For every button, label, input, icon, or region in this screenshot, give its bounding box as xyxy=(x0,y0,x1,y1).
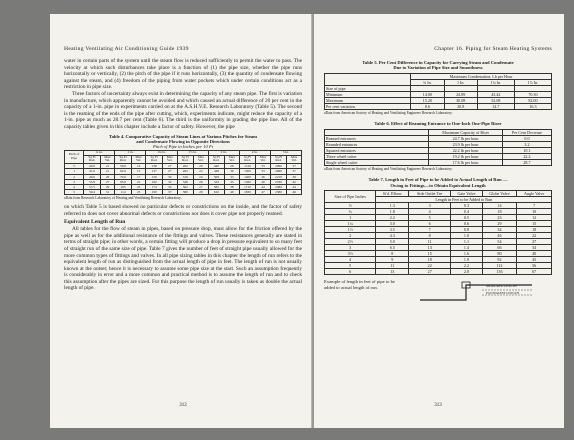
table-cell: 29 xyxy=(100,184,115,189)
row-label: Single wheel cutter xyxy=(325,159,429,165)
row-label: Size of pipe xyxy=(325,85,411,91)
table-cell: 0.8 xyxy=(451,227,482,233)
table-cell: 46 xyxy=(287,190,302,195)
table-cell: 28.7 xyxy=(502,159,551,165)
body-paragraph: on which Table 5 is based showed no particular defects or constrictions on the inside, and the factor of safety referred to does not cover abnormal defects or constrictions nor does it cover pipe not properly reamed. xyxy=(64,203,302,217)
table4-caption: and Condensate Flowing in Opposite Directions xyxy=(136,138,230,144)
table-header: 1 In. xyxy=(444,79,477,85)
table-cell: 1.3 xyxy=(376,203,409,209)
table-cell: 1.4 xyxy=(451,245,482,251)
table-cell: 33 xyxy=(225,174,240,179)
table-cell: 18 xyxy=(482,209,517,215)
table-cell: 137 xyxy=(146,169,162,174)
table-cell: 34 xyxy=(162,184,177,189)
table-cell: 22 xyxy=(517,233,552,239)
table-cell: 0.3 xyxy=(451,203,482,209)
row-label: Rounded entrances xyxy=(325,141,429,147)
table-cell: 1¼ xyxy=(325,221,376,227)
table-cell: 41.0 xyxy=(84,169,100,174)
table-cell: 37 xyxy=(287,164,302,169)
row-label: Minimum xyxy=(325,91,411,97)
table-cell: 2 xyxy=(65,174,84,179)
table-cell: 24 xyxy=(194,174,209,179)
table-cell: 79.0 xyxy=(115,174,131,179)
table-cell: 1½ xyxy=(325,227,376,233)
table-header: Maximum Condensation, Lb per Hour xyxy=(411,73,552,79)
table-cell: 582 xyxy=(208,184,224,189)
table-cell: 7 xyxy=(517,203,552,209)
table-cell: 21 xyxy=(131,179,146,184)
fitting-diagram xyxy=(324,279,552,305)
table-cell: 112 xyxy=(482,263,517,269)
table-cell: 27 xyxy=(409,269,451,275)
table-subheader: Max Vel. xyxy=(131,155,146,164)
table-cell: 262 xyxy=(177,164,193,169)
table-cell: 47 xyxy=(256,190,271,195)
table-cell: 43.42 xyxy=(477,91,514,97)
table-cell: 5 xyxy=(325,263,376,269)
table-cell: 8.6 xyxy=(411,103,444,109)
running-head: Chapter 16. Piping for Steam Heating Systems xyxy=(434,46,552,52)
table-cell: 3 xyxy=(65,179,84,184)
table-cell: 24.7 lb per hour xyxy=(429,135,502,141)
table-cell: 7 xyxy=(409,227,451,233)
table-cell: 1710 xyxy=(239,184,255,189)
table-cell: 6 xyxy=(325,269,376,275)
page-number: 312 xyxy=(179,403,187,408)
diagram-label: MEASURED LENGTH xyxy=(486,284,517,289)
table-cell: 40.0 xyxy=(84,164,100,169)
table-cell: 25 xyxy=(131,190,146,195)
table7-caption: Table 7. Length in Feet of Pipe to be Added to Actual Length of Run — xyxy=(368,177,508,183)
table-cell: 13 xyxy=(376,269,409,275)
table-cell: 22.2 lb per hour xyxy=(429,147,502,153)
table-cell: 448 xyxy=(208,169,224,174)
diagram-figure xyxy=(402,279,552,305)
table-subheader: Max Vel. xyxy=(100,155,115,164)
table-cell: 82.00 xyxy=(514,97,551,103)
table-cell: 2060 xyxy=(270,164,286,169)
table7 xyxy=(324,190,552,275)
table-cell: 27 xyxy=(517,239,552,245)
table-row xyxy=(325,269,552,275)
table-cell: 13 xyxy=(409,245,451,251)
body-paragraph: Three factors of uncertainty always exist in determining the capacity of any steam pipe. The first is variation in manufacture, which apparently cannot be avoided and which caused an actual difference of 20 per cent in the capacity of a 1-in. pipe in experiments carried on at the A.S.H.V.E. Research Laboratory (Table 5). The second is the reaming of the ends of the pipe after cutting, which, experiments indicate, might reduce the capacity of a 1-in. pipe as much as 28.7 per cent (Table 6). The third is the uniformity in grading the pipe line. All of the capacity tables given in this chapter include a factor of safety. However, the pipe xyxy=(64,90,302,130)
table-cell: 292 xyxy=(177,169,193,174)
table-cell: 138 xyxy=(146,164,162,169)
table-header: 1¼ In. xyxy=(477,79,514,85)
table-subheader: Max Vel. xyxy=(287,155,302,164)
table-cell: 4.3 xyxy=(376,233,409,239)
table-cell: 3.0 xyxy=(376,221,409,227)
row-label: Reamed entrances xyxy=(325,135,429,141)
table-subheader: Sq Ft Rad. xyxy=(146,155,162,164)
table-cell: 5.0 xyxy=(376,239,409,245)
table-subheader: Length in Feet to be Added to Run xyxy=(376,197,552,203)
table-cell: 59.0 xyxy=(115,164,131,169)
table-header: Per Cent Decrease xyxy=(502,129,551,135)
table-cell: 2480 xyxy=(270,184,286,189)
table-cell: 3.2 xyxy=(502,141,551,147)
table-cell: 2330 xyxy=(270,179,286,184)
table-cell: 18 xyxy=(409,257,451,263)
table-cell: 23.9 lb per hour xyxy=(429,141,502,147)
table-cell: 0.0 xyxy=(502,135,551,141)
table-cell: 1.9 xyxy=(451,257,482,263)
section-heading: Equivalent Length of Run xyxy=(64,219,126,226)
table7-body xyxy=(325,203,552,275)
page-number: 313 xyxy=(434,403,442,408)
table-cell: 12 xyxy=(517,215,552,221)
table-cell: 11 xyxy=(376,263,409,269)
table-subheader: Sq Ft Rad. xyxy=(208,155,224,164)
table-cell: 26 xyxy=(100,174,115,179)
table4-subcaption: Pitch of Pipe in Inches per 10 Ft xyxy=(152,144,214,150)
pipe-elbow-icon xyxy=(402,279,552,305)
table-cell: 22 xyxy=(409,263,451,269)
right-page xyxy=(314,14,564,428)
table-cell: 1830 xyxy=(239,190,255,195)
table-cell: 70.30 xyxy=(514,91,551,97)
table-header: 1½ In. xyxy=(514,79,551,85)
table-cell: 35 xyxy=(225,179,240,184)
table-header: St'd. Elbow xyxy=(376,191,409,197)
table-subheader: Sq Ft Rad. xyxy=(84,155,100,164)
row-label: Per cent variation xyxy=(325,103,411,109)
table6 xyxy=(324,129,552,166)
table-cell: 2060 xyxy=(270,169,286,174)
table-cell: 6.5 xyxy=(376,245,409,251)
table-row xyxy=(325,159,552,165)
table-cell: 14.00 xyxy=(411,91,444,97)
table-cell: 2.2 xyxy=(376,215,409,221)
table-header: Globe Valve xyxy=(482,191,517,197)
table-cell: 67 xyxy=(517,269,552,275)
diagram-caption: Example of length in feet of pipe to be added to actual length of run. xyxy=(324,279,395,290)
table-cell: 1 xyxy=(65,169,84,174)
table-cell: 3.5 xyxy=(376,227,409,233)
table-cell: 34 xyxy=(482,227,517,233)
table-cell: 15.20 xyxy=(411,97,444,103)
table-subheader: Max Vel. xyxy=(194,155,209,164)
table-cell: 33 xyxy=(256,169,271,174)
table-cell: 29 xyxy=(225,164,240,169)
table-cell: 66 xyxy=(482,245,517,251)
table-cell: 440 xyxy=(208,164,224,169)
table-cell: 9 xyxy=(376,257,409,263)
running-head: Heating Ventilating Air Conditioning Guide 1939 xyxy=(64,46,189,52)
table-header: 1¼ in. xyxy=(146,150,177,155)
table-row xyxy=(65,190,302,195)
row-label: Three wheel cutter xyxy=(325,153,429,159)
table-cell: 3 xyxy=(409,203,451,209)
table-cell: 0.6 xyxy=(451,221,482,227)
table-header: ¾ in. xyxy=(84,150,115,155)
table-cell: ½ xyxy=(65,164,84,169)
table-cell: 4 xyxy=(65,184,84,189)
table-cell: 18 xyxy=(517,227,552,233)
table-cell: 15 xyxy=(131,169,146,174)
table-cell: 57.5 xyxy=(84,184,100,189)
table-cell: ¾ xyxy=(325,209,376,215)
table-cell: 22 xyxy=(194,169,209,174)
table-subheader: Max Vel. xyxy=(162,155,177,164)
table-header: 2 in. xyxy=(208,150,239,155)
table-cell: 32 xyxy=(162,179,177,184)
table-cell: 616 xyxy=(208,190,224,195)
table-cell: 23 xyxy=(482,215,517,221)
table-cell: 30 xyxy=(162,174,177,179)
table-subheader: Max Vel. xyxy=(256,155,271,164)
table-cell: 17.6 lb per hour xyxy=(429,159,502,165)
table-header: 1 in. xyxy=(115,150,146,155)
table-header: 1½ in. xyxy=(177,150,208,155)
table-cell: 40 xyxy=(256,179,271,184)
table-cell: 26 xyxy=(194,179,209,184)
table-cell: 14.7 xyxy=(477,103,514,109)
table-cell: 95.0 xyxy=(115,179,131,184)
table-subheader: Sq Ft Rad. xyxy=(115,155,131,164)
table-cell: 1310 xyxy=(239,164,255,169)
table-header: Pitch of Pipe xyxy=(65,150,84,163)
table-cell: 15 xyxy=(409,251,451,257)
table-cell: 46 xyxy=(482,233,517,239)
table-cell: 42 xyxy=(287,179,302,184)
table-header: Angle Valve xyxy=(517,191,552,197)
table-cell: 8 xyxy=(376,251,409,257)
table-cell: 508 xyxy=(208,174,224,179)
table-cell: 2 xyxy=(325,233,376,239)
body-paragraph: All tables for the flow of steam in pipes, based on pressure drop, must allow for the friction offered by the pipe as well as for the additional resistance of the fittings and valves. These resistances generally are stated in terms of straight pipe; in other words, a certain fitting will produce a drop in pressure equivalent to so many feet of straight run of the same size of pipe. Table 7 gives the number of feet of straight pipe usually allowed for the more common types of fittings and valves. In all pipe sizing tables in this chapter the length of run refers to the equivalent length of run as distinguished from the actual length of pipe in feet. The length of run is not usually known at the outset; hence it is necessary to assume some pipe size at the start. Such an assumption frequently is considerably in error and a more common and practical method is to assume the length of run and to check this assumption after the pipes are sized. For this purpose the length of run usually is taken as double the actual length of pipe. xyxy=(64,226,302,292)
table-cell: 362 xyxy=(177,184,193,189)
table-cell: 22.2 xyxy=(502,153,551,159)
table-cell: 59.4 xyxy=(84,190,100,195)
table-cell: 2.2 xyxy=(451,263,482,269)
table-cell: 31 xyxy=(100,190,115,195)
diagram-label: EQUIVALENT LENGTH xyxy=(486,291,519,296)
table-cell: 80 xyxy=(482,251,517,257)
table-cell: 30 xyxy=(225,169,240,174)
body-paragraph: water in certain parts of the system until the steam flow is reduced sufficiently to permit the water to pass. The velocity at which such disturbances take place is a function of (1) the pipe size, whether the pipe runs horizontally or vertically, (2) the pitch of the pipe if it runs horizontally, (3) the quantity of condensate flowing against the steam, and (4) freedom of the piping from water pockets which under certain conditions act as a restriction in pipe size. xyxy=(64,58,302,91)
table-cell: 14 xyxy=(131,164,146,169)
table-cell: 316 xyxy=(177,174,193,179)
table-cell: 105 xyxy=(115,184,131,189)
table5-footnote: aData from American Society of Heating and Ventilating Engineers Research Laboratory. xyxy=(324,110,453,115)
table-cell: 20.8 xyxy=(444,103,477,109)
table-subheader: Max Vel. xyxy=(225,155,240,164)
table6-body xyxy=(325,135,552,165)
table-cell: 23 xyxy=(131,184,146,189)
table-header: Maximum Capacity of Riser xyxy=(429,129,502,135)
table-cell: 1560 xyxy=(239,179,255,184)
table-subheader: Sq Ft Rad. xyxy=(270,155,286,164)
table6-caption: Table 6. Effect of Reaming Entrance to One-Inch One-Pipe Riser xyxy=(374,121,502,127)
table-cell: 27 xyxy=(100,179,115,184)
table-cell: 5 xyxy=(409,215,451,221)
table-cell: 380 xyxy=(177,190,193,195)
table-cell: 1400 xyxy=(239,174,255,179)
table-cell: 150 xyxy=(146,174,162,179)
table5-caption: Table 5. Per Cent Difference in Capacity for Carrying Steam and Condensate xyxy=(362,60,514,65)
table-cell: 34 xyxy=(517,245,552,251)
row-label: Maximum xyxy=(325,97,411,103)
left-page xyxy=(50,14,312,428)
table-row xyxy=(325,103,552,109)
table-cell: 38 xyxy=(225,184,240,189)
table-cell: 44 xyxy=(256,184,271,189)
table-header: Size of Pipe Inches xyxy=(325,191,376,203)
table4-footnote: aData from Research Laboratory of Heating and Ventilating Research Laboratory. xyxy=(64,196,182,201)
table-cell: 534 xyxy=(208,179,224,184)
table-cell: 56 xyxy=(517,263,552,269)
table-cell: 29 xyxy=(194,190,209,195)
table4 xyxy=(64,150,302,196)
table-cell: 0.5 xyxy=(451,215,482,221)
table5 xyxy=(324,73,552,110)
table-cell: 40 xyxy=(225,190,240,195)
table-cell: 40 xyxy=(517,251,552,257)
table-cell: 21 xyxy=(100,169,115,174)
table-cell: ½ xyxy=(325,203,376,209)
table-cell: 162 xyxy=(146,179,162,184)
table-cell: 1.8 xyxy=(376,209,409,215)
table-cell: 5 xyxy=(65,190,84,195)
table5-caption: Due to Variation of Pipe Size and Smoothness xyxy=(393,65,483,71)
table-cell: 27 xyxy=(162,169,177,174)
table-subheader: Sq Ft Rad. xyxy=(177,155,193,164)
table-cell: 0.4 xyxy=(451,209,482,215)
table-cell: 19.2 lb per hour xyxy=(429,153,502,159)
table6-footnote: aData from American Society of Heating and Ventilating Engineers Research Laboratory. xyxy=(324,166,453,171)
table-cell: 37 xyxy=(162,190,177,195)
table-cell: 14 xyxy=(482,203,517,209)
table-cell: 2580 xyxy=(270,190,286,195)
table-cell: 92 xyxy=(482,257,517,263)
table-cell: 20 xyxy=(194,164,209,169)
table-cell: 136 xyxy=(482,269,517,275)
table-cell: 10.1 xyxy=(502,147,551,153)
table-cell: 2½ xyxy=(325,239,376,245)
table-cell: 27 xyxy=(194,184,209,189)
table-cell: 10 xyxy=(517,209,552,215)
table-cell: 11 xyxy=(409,239,451,245)
table-subheader: Sq Ft Rad. xyxy=(239,155,255,164)
table-cell: 190 xyxy=(146,190,162,195)
table-cell: 16.3 xyxy=(514,103,551,109)
table-cell: 174 xyxy=(146,184,162,189)
table-cell: 29 xyxy=(482,221,517,227)
table-cell: 36 xyxy=(256,174,271,179)
table-cell: 3½ xyxy=(325,251,376,257)
table-cell: 1.6 xyxy=(451,251,482,257)
table-cell: 37 xyxy=(287,169,302,174)
table-cell: 6 xyxy=(409,221,451,227)
table-header: Gate Valve xyxy=(451,191,482,197)
table-cell: 15 xyxy=(517,221,552,227)
table-cell: 4 xyxy=(325,257,376,263)
table4-body xyxy=(65,164,302,195)
table-cell: 53.9 xyxy=(84,179,100,184)
table-header: ¾ In. xyxy=(411,79,444,85)
table-cell: 33 xyxy=(256,164,271,169)
table-cell: 21 xyxy=(100,164,115,169)
table7-caption: Owing to Fittings—to Obtain Equivalent Length xyxy=(390,182,486,188)
table-cell: 45 xyxy=(517,257,552,263)
table-cell: 62.0 xyxy=(115,169,131,174)
table-header: 4 in. xyxy=(239,150,270,155)
table-cell: 4 xyxy=(409,209,451,215)
table-cell: 1 xyxy=(325,215,376,221)
table4-caption: Table 4. Comparative Capacity of Steam Lines at Various Pitches for Steam xyxy=(108,133,257,139)
table-cell: 52.08 xyxy=(477,97,514,103)
table-cell: 114 xyxy=(115,190,131,195)
table-cell: 49.6 xyxy=(84,174,100,179)
table-cell: 24.89 xyxy=(444,91,477,97)
table-cell: 346 xyxy=(177,179,193,184)
table-header: Side Outlet Tee xyxy=(409,191,451,197)
table-cell: 1.0 xyxy=(451,233,482,239)
table-cell: 1.1 xyxy=(451,239,482,245)
table-cell: 39 xyxy=(287,174,302,179)
table-cell: 27 xyxy=(162,164,177,169)
table-cell: 2210 xyxy=(270,174,286,179)
table-cell: 2.8 xyxy=(451,269,482,275)
table-cell: 44 xyxy=(287,184,302,189)
table-cell: 8 xyxy=(409,233,451,239)
table5-body xyxy=(325,85,552,109)
table-cell: 1300 xyxy=(239,169,255,174)
table-header: 5 in. xyxy=(270,150,301,155)
table-cell: 30.08 xyxy=(444,97,477,103)
row-label: Squared entrances xyxy=(325,147,429,153)
table-cell: 17 xyxy=(131,174,146,179)
table-cell: 3 xyxy=(325,245,376,251)
table-cell: 54 xyxy=(482,239,517,245)
